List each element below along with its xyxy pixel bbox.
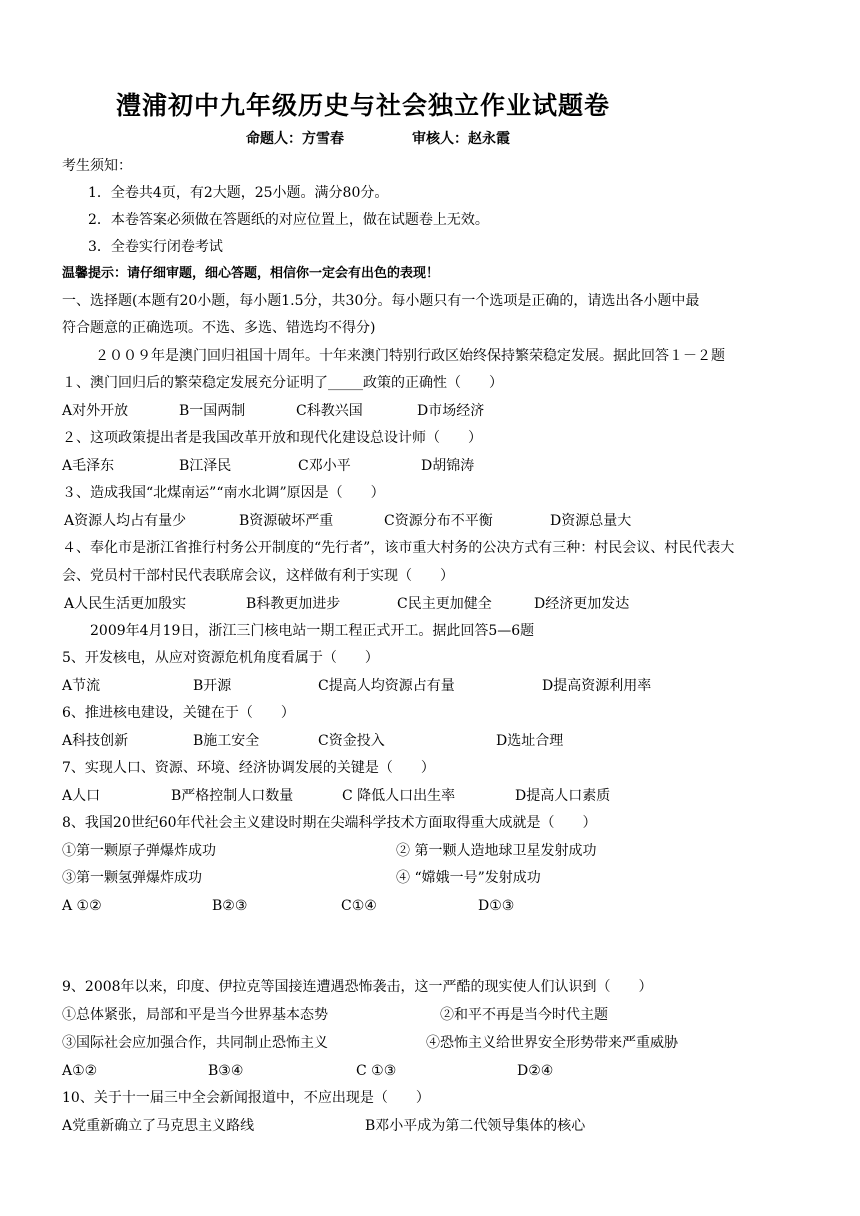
option-a: A人口: [62, 788, 101, 804]
question-stem-cont: 会、党员村干部村民代表联席会议，这样做有利于实现（ ）: [62, 568, 454, 584]
option-a: A①②: [62, 1063, 98, 1079]
option-d: D胡锦涛: [421, 458, 475, 474]
notice-item: 3．全卷实行闭卷考试: [88, 239, 223, 255]
option-c: C提高人均资源占有量: [318, 678, 455, 694]
option-b: B邓小平成为第二代领导集体的核心: [365, 1118, 586, 1134]
statement-item: ②和平不再是当今时代主题: [440, 1007, 608, 1023]
statement-item: ④恐怖主义给世界安全形势带来严重威胁: [426, 1035, 678, 1051]
page-title: 澧浦初中九年级历史与社会独立作业试题卷: [116, 91, 611, 120]
option-d: D①③: [478, 898, 515, 914]
question-stem: 6、推进核电建设，关键在于（ ）: [62, 705, 295, 721]
question-stem: 7、实现人口、资源、环境、经济协调发展的关键是（ ）: [62, 760, 435, 776]
option-b: B施工安全: [193, 733, 260, 749]
statement-item: ①第一颗原子弹爆炸成功: [62, 843, 216, 859]
option-d: D提高人口素质: [515, 788, 611, 804]
question-stem: 9、2008年以来，印度、伊拉克等国接连遭遇恐怖袭击，这一严酷的现实使人们认识到（ ）: [62, 979, 653, 995]
option-b: B一国两制: [179, 403, 246, 419]
option-d: D选址合理: [496, 733, 564, 749]
option-b: B资源破坏严重: [239, 513, 334, 529]
option-d: D经济更加发达: [534, 596, 630, 612]
context-intro: 2009年4月19日，浙江三门核电站一期工程正式开工。据此回答5—6题: [90, 623, 535, 639]
option-b: B②③: [212, 898, 248, 914]
option-b: B严格控制人口数量: [171, 788, 294, 804]
option-a: A对外开放: [62, 403, 129, 419]
question-stem: 8、我国20世纪60年代社会主义建设时期在尖端科学技术方面取得重大成就是（ ）: [62, 815, 597, 831]
option-b: B江泽民: [179, 458, 232, 474]
option-c: C民主更加健全: [397, 596, 492, 612]
option-c: C资金投入: [318, 733, 385, 749]
option-d: D市场经济: [417, 403, 485, 419]
statement-item: ①总体紧张，局部和平是当今世界基本态势: [62, 1007, 328, 1023]
notice-item: 2．本卷答案必须做在答题纸的对应位置上，做在试题卷上无效。: [88, 212, 489, 228]
option-b: B科教更加进步: [246, 596, 341, 612]
option-d: D②④: [517, 1063, 554, 1079]
option-a: A资源人均占有量少: [64, 513, 187, 529]
question-stem: ３、造成我国“北煤南运”“南水北调”原因是（ ）: [62, 485, 385, 501]
reviewer-line: 审核人：赵永霞: [412, 131, 510, 147]
question-stem: ２、这项政策提出者是我国改革开放和现代化建设总设计师（ ）: [62, 430, 482, 446]
option-c: C①④: [341, 898, 377, 914]
notice-item: 1．全卷共4页，有2大题，25小题。满分80分。: [88, 185, 389, 201]
option-c: C资源分布不平衡: [384, 513, 493, 529]
option-a: A ①②: [62, 898, 102, 914]
option-c: C邓小平: [298, 458, 351, 474]
question-stem: １、澳门回归后的繁荣稳定发展充分证明了_____政策的正确性（ ）: [62, 375, 503, 391]
question-stem: 5、开发核电，从应对资源危机角度看属于（ ）: [62, 650, 379, 666]
notice-heading: 考生须知：: [62, 158, 132, 174]
option-a: A毛泽东: [62, 458, 115, 474]
statement-item: ④ “嫦娥一号”发射成功: [396, 870, 541, 886]
section-heading-cont: 符合题意的正确选项。不选、多选、错选均不得分): [62, 320, 376, 336]
question-stem: 10、关于十一届三中全会新闻报道中，不应出现是（ ）: [62, 1090, 430, 1106]
option-c: C 降低人口出生率: [342, 788, 456, 804]
warm-tip: 温馨提示：请仔细审题，细心答题，相信你一定会有出色的表现！: [62, 266, 440, 281]
option-b: B开源: [193, 678, 232, 694]
option-a: A人民生活更加殷实: [64, 596, 187, 612]
option-a: A党重新确立了马克思主义路线: [62, 1118, 255, 1134]
option-a: A节流: [62, 678, 101, 694]
option-c: C ①③: [356, 1063, 397, 1079]
question-stem: ４、奉化市是浙江省推行村务公开制度的“先行者”，该市重大村务的公决方式有三种：村民会议、村民代表大: [62, 540, 735, 556]
option-c: C科教兴国: [296, 403, 363, 419]
option-b: B③④: [208, 1063, 244, 1079]
option-a: A科技创新: [62, 733, 129, 749]
statement-item: ③第一颗氢弹爆炸成功: [62, 870, 202, 886]
statement-item: ② 第一颗人造地球卫星发射成功: [396, 843, 597, 859]
option-d: D提高资源利用率: [542, 678, 652, 694]
statement-item: ③国际社会应加强合作，共同制止恐怖主义: [62, 1035, 328, 1051]
option-d: D资源总量大: [550, 513, 632, 529]
section-heading: 一、选择题(本题有20小题，每小题1.5分，共30分。每小题只有一个选项是正确的，请选出各小题中最: [62, 293, 700, 309]
author-line: 命题人：方雪春: [246, 131, 344, 147]
context-intro: ２００９年是澳门回归祖国十周年。十年来澳门特别行政区始终保持繁荣稳定发展。据此回答１－２题: [95, 348, 725, 364]
